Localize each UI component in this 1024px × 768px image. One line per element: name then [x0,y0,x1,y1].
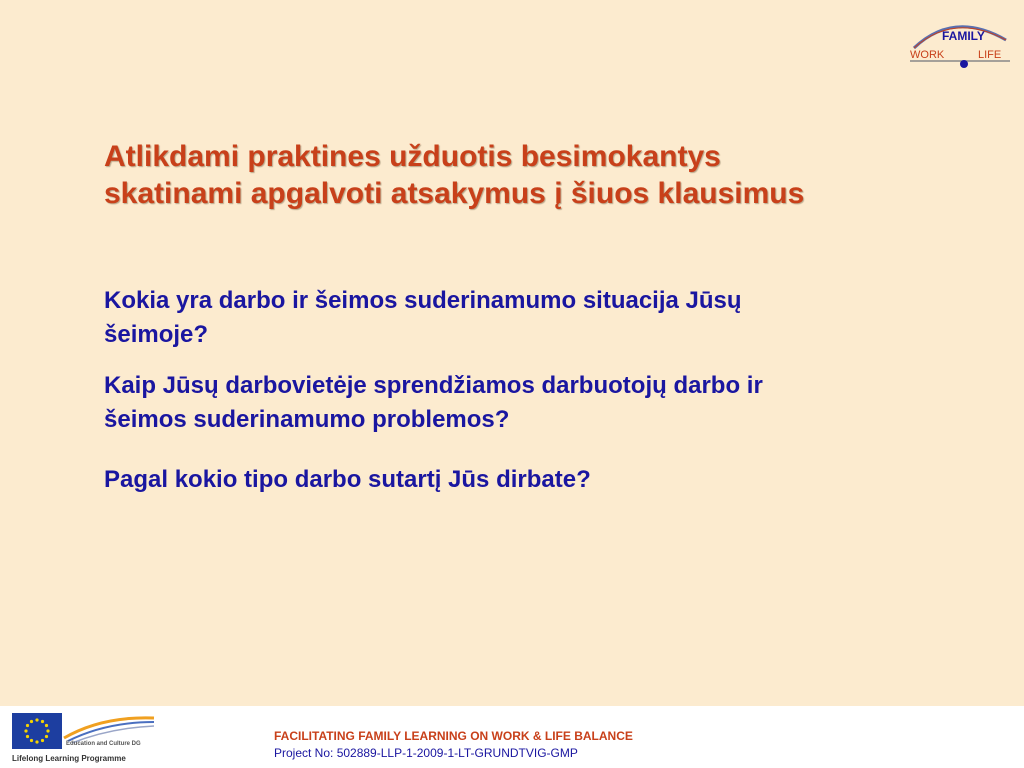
family-work-life-logo [906,14,1014,70]
question-2-line2: šeimos suderinamumo problemos? [104,406,510,433]
education-culture-label: Education and Culture DG [66,741,141,747]
slide-title [104,138,944,212]
eu-flag-icon [12,713,62,749]
svg-text:FAMILY: FAMILY [942,29,985,43]
question-1-line1: Kokia yra darbo ir šeimos suderinamumo situacija Jūsų [104,287,742,314]
question-3 [104,463,924,497]
slide-title-line2: skatinami apgalvoti atsakymus į šiuos klausimus [104,177,805,210]
question-3-line1: Pagal kokio tipo darbo sutartį Jūs dirbate? [104,466,591,493]
svg-text:WORK: WORK [910,49,945,61]
question-2 [104,369,924,437]
question-2-line1: Kaip Jūsų darbovietėje sprendžiamos darbuotojų darbo ir [104,372,763,399]
footer-project-number: Project No: 502889-LLP-1-2009-1-LT-GRUNDTVIG-GMP [274,746,578,760]
slide-title-line1: Atlikdami praktines užduotis besimokantys [104,140,721,173]
svg-text:LIFE: LIFE [978,49,1002,61]
lifelong-learning-label: Lifelong Learning Programme [12,754,126,763]
footer-title: FACILITATING FAMILY LEARNING ON WORK & LIFE BALANCE [274,729,633,743]
question-1-line2: šeimoje? [104,321,209,348]
question-1 [104,284,924,352]
